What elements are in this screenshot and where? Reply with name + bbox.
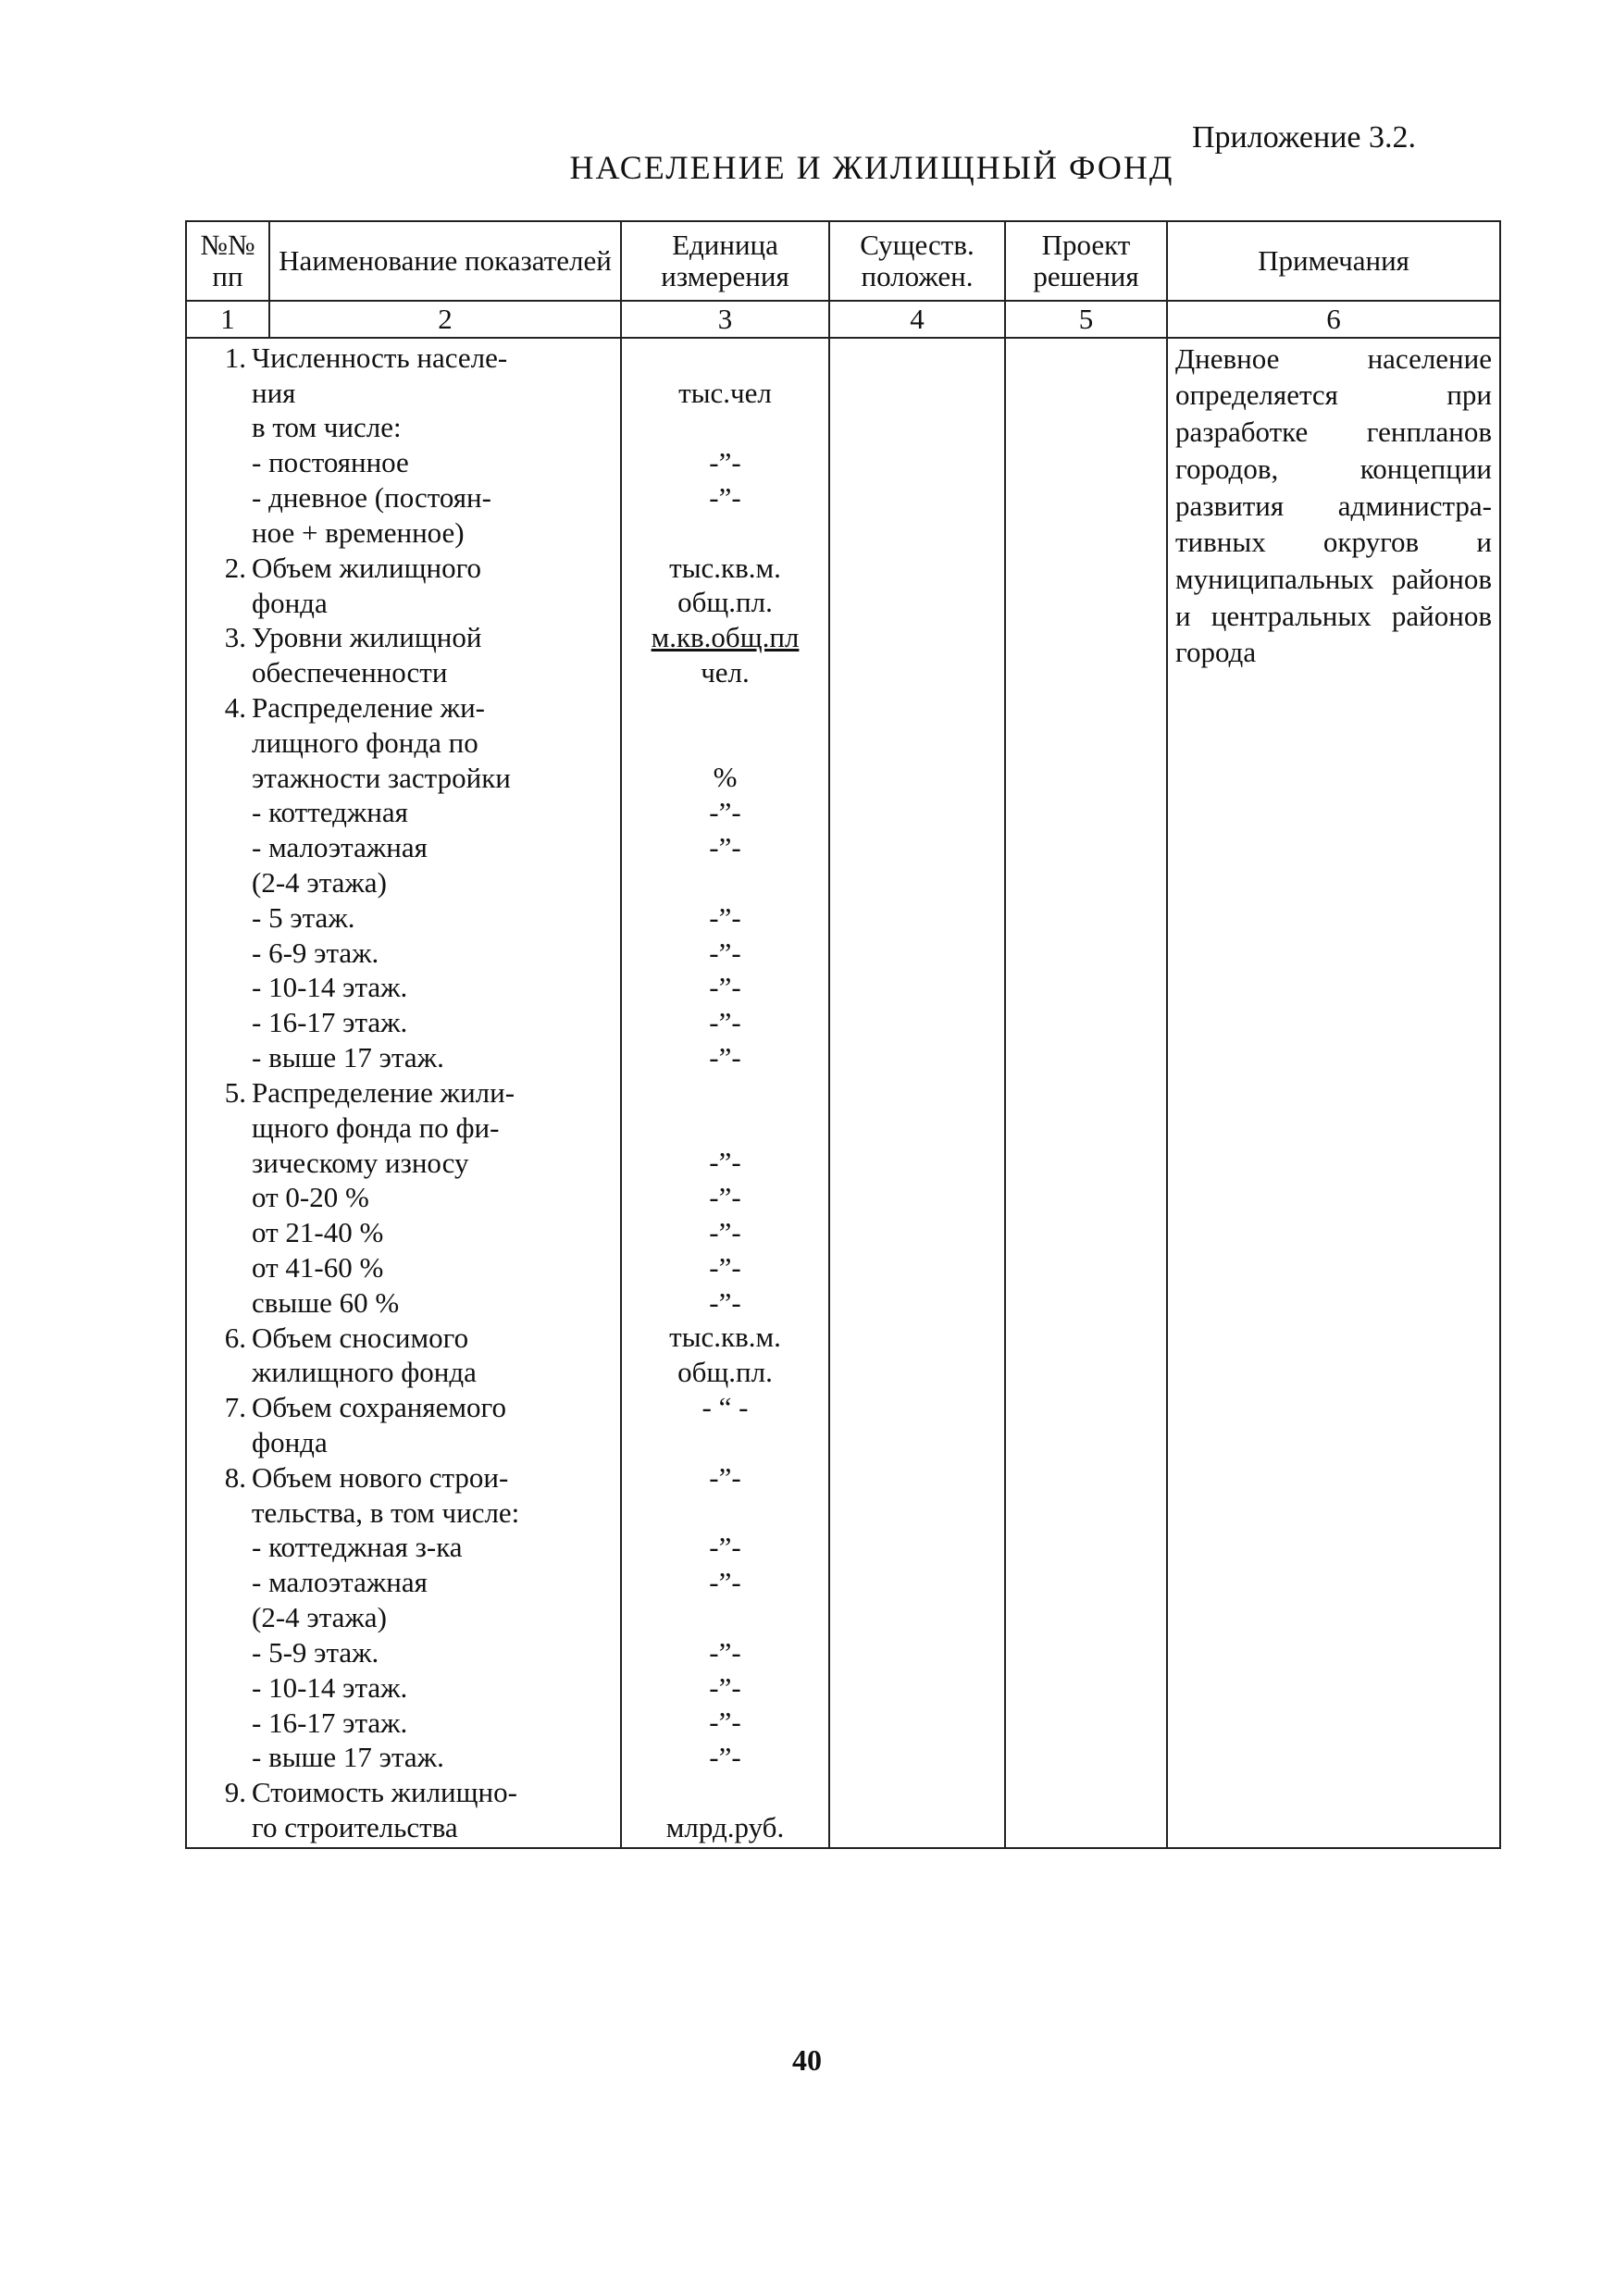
unit-value: -”- bbox=[709, 1285, 741, 1319]
unit-value bbox=[629, 1111, 821, 1146]
item-number: 1. bbox=[224, 341, 246, 374]
unit-value: -”- bbox=[709, 1146, 741, 1179]
item-line: фонда bbox=[252, 1426, 328, 1458]
unit-value: -”- bbox=[709, 1670, 741, 1704]
project-column bbox=[1005, 338, 1167, 1848]
item-number: 4. bbox=[224, 690, 246, 724]
indicator-item bbox=[194, 1775, 613, 1845]
item-line: Объем нового строи- bbox=[252, 1460, 509, 1494]
item-text bbox=[252, 690, 613, 1075]
item-line: - 5-9 этаж. bbox=[252, 1635, 379, 1669]
item-line: от 41-60 % bbox=[252, 1250, 384, 1284]
header-notes: Примечания bbox=[1167, 221, 1500, 301]
column-number: 2 bbox=[269, 301, 621, 338]
unit-value: м.кв.общ.пл bbox=[651, 621, 800, 654]
item-line: - дневное (постоян- bbox=[252, 481, 491, 515]
item-line: - малоэтажная bbox=[252, 1566, 428, 1599]
item-line: ния bbox=[252, 376, 296, 409]
item-text bbox=[252, 620, 613, 690]
title-text: НАСЕЛЕНИЕ И ЖИЛИЩНЫЙ ФОНД bbox=[569, 149, 1174, 186]
indicator-item bbox=[194, 1390, 613, 1460]
unit-value: -”- bbox=[709, 936, 741, 969]
item-line: (2-4 этажа) bbox=[252, 866, 387, 899]
unit-value bbox=[629, 410, 821, 445]
item-line: зическому износу bbox=[252, 1146, 469, 1179]
item-line: от 21-40 % bbox=[252, 1216, 384, 1249]
unit-value: -”- bbox=[709, 1006, 741, 1039]
unit-value: млрд.руб. bbox=[665, 1810, 785, 1843]
header-indicator: Наименование показателей bbox=[269, 221, 621, 301]
unit-value: - “ - bbox=[701, 1391, 749, 1424]
column-number-row bbox=[186, 301, 1500, 338]
unit-value bbox=[629, 341, 821, 376]
item-line: ное + временное) bbox=[252, 515, 465, 549]
item-line: - коттеджная bbox=[252, 796, 408, 829]
indicator-column bbox=[186, 338, 621, 1848]
item-line: обеспеченности bbox=[252, 656, 448, 689]
item-line: Уровни жилищной bbox=[252, 621, 482, 654]
item-number: 7. bbox=[224, 1391, 246, 1424]
item-text bbox=[252, 1075, 613, 1321]
item-line: в том числе: bbox=[252, 411, 402, 444]
item-line: - коттеджная з-ка bbox=[252, 1531, 463, 1564]
unit-value: общ.пл. bbox=[677, 586, 773, 619]
unit-value: -”- bbox=[709, 1216, 741, 1248]
unit-value bbox=[629, 690, 821, 726]
unit-value: -”- bbox=[709, 481, 741, 515]
item-line: - выше 17 этаж. bbox=[252, 1041, 444, 1074]
unit-column bbox=[621, 338, 829, 1848]
item-line: Объем жилищного bbox=[252, 551, 482, 584]
indicator-item bbox=[194, 551, 613, 621]
unit-value bbox=[629, 1425, 821, 1460]
item-line: Распределение жили- bbox=[252, 1075, 515, 1109]
item-line: от 0-20 % bbox=[252, 1181, 369, 1214]
unit-value: -”- bbox=[709, 1635, 741, 1669]
notes-cell: Дневное население определяется при разработке генпланов городов, концепции развития административных округов и муниципальных районов и центральных районов города bbox=[1167, 338, 1500, 1848]
item-text bbox=[252, 551, 613, 621]
unit-value: тыс.чел bbox=[678, 376, 772, 409]
item-line: - 10-14 этаж. bbox=[252, 1670, 408, 1704]
item-text bbox=[252, 341, 613, 551]
header-number: №№ пп bbox=[186, 221, 269, 301]
indicator-item bbox=[194, 341, 613, 551]
item-line: Стоимость жилищно- bbox=[252, 1776, 517, 1809]
item-line: Объем сохраняемого bbox=[252, 1391, 506, 1424]
item-number: 9. bbox=[224, 1776, 246, 1809]
indicator-item bbox=[194, 690, 613, 1075]
unit-value: -”- bbox=[709, 446, 741, 479]
item-line: этажности застройки bbox=[252, 761, 511, 794]
column-number: 6 bbox=[1167, 301, 1500, 338]
unit-value: -”- bbox=[709, 796, 741, 829]
page-title bbox=[0, 148, 1614, 187]
unit-value bbox=[629, 865, 821, 900]
unit-value: % bbox=[713, 761, 738, 794]
item-line: - 6-9 этаж. bbox=[252, 936, 379, 969]
table-body-row bbox=[186, 338, 1500, 1848]
unit-value: -”- bbox=[709, 831, 741, 864]
unit-value: -”- bbox=[709, 1250, 741, 1284]
unit-value: -”- bbox=[709, 1706, 741, 1739]
item-number: 2. bbox=[224, 551, 246, 584]
unit-value: -”- bbox=[709, 1566, 741, 1599]
unit-value: -”- bbox=[709, 1181, 741, 1214]
header-unit: Единица измерения bbox=[621, 221, 829, 301]
item-line: - постоянное bbox=[252, 446, 409, 479]
item-text bbox=[252, 1460, 613, 1775]
unit-value: -”- bbox=[709, 971, 741, 1004]
item-line: лищного фонда по bbox=[252, 726, 478, 759]
item-line: го строительства bbox=[252, 1810, 458, 1843]
header-project: Проект решения bbox=[1005, 221, 1167, 301]
unit-value: -”- bbox=[709, 1741, 741, 1774]
header-row bbox=[186, 221, 1500, 301]
unit-value: тыс.кв.м. bbox=[669, 1321, 781, 1354]
column-number: 4 bbox=[829, 301, 1005, 338]
item-number: 3. bbox=[224, 621, 246, 654]
item-line: свыше 60 % bbox=[252, 1285, 400, 1319]
indicator-item bbox=[194, 620, 613, 690]
unit-value: -”- bbox=[709, 900, 741, 934]
item-number: 6. bbox=[224, 1321, 246, 1354]
column-number: 1 bbox=[186, 301, 269, 338]
column-number: 3 bbox=[621, 301, 829, 338]
page-number: 40 bbox=[792, 2043, 822, 2077]
indicator-item bbox=[194, 1075, 613, 1321]
existing-column bbox=[829, 338, 1005, 1848]
item-line: жилищного фонда bbox=[252, 1356, 477, 1389]
unit-value bbox=[629, 1775, 821, 1810]
item-line: Объем сносимого bbox=[252, 1321, 469, 1354]
unit-value: тыс.кв.м. bbox=[669, 551, 781, 584]
item-text bbox=[252, 1390, 613, 1460]
item-line: - 10-14 этаж. bbox=[252, 971, 408, 1004]
item-line: фонда bbox=[252, 586, 328, 619]
indicator-item bbox=[194, 1321, 613, 1391]
indicator-item bbox=[194, 1460, 613, 1775]
item-line: тельства, в том числе: bbox=[252, 1496, 520, 1529]
unit-value: -”- bbox=[709, 1460, 741, 1494]
item-number: 8. bbox=[224, 1460, 246, 1494]
unit-value: чел. bbox=[701, 656, 750, 689]
item-line: - 16-17 этаж. bbox=[252, 1706, 408, 1739]
item-line: - 5 этаж. bbox=[252, 900, 355, 934]
housing-table bbox=[185, 220, 1501, 1849]
unit-value bbox=[629, 726, 821, 761]
item-number: 5. bbox=[224, 1075, 246, 1109]
item-text bbox=[252, 1321, 613, 1391]
header-existing: Существ. положен. bbox=[829, 221, 1005, 301]
item-line: - выше 17 этаж. bbox=[252, 1741, 444, 1774]
item-line: - 16-17 этаж. bbox=[252, 1006, 408, 1039]
unit-value bbox=[629, 1075, 821, 1111]
item-line: Численность населе- bbox=[252, 341, 508, 374]
unit-value: общ.пл. bbox=[677, 1356, 773, 1389]
item-line: (2-4 этажа) bbox=[252, 1601, 387, 1634]
item-line: щного фонда по фи- bbox=[252, 1111, 500, 1144]
item-text bbox=[252, 1775, 613, 1845]
unit-value bbox=[629, 515, 821, 551]
unit-value bbox=[629, 1495, 821, 1530]
unit-value: -”- bbox=[709, 1531, 741, 1564]
item-line: - малоэтажная bbox=[252, 831, 428, 864]
appendix-label: Приложение 3.2. bbox=[1192, 120, 1416, 155]
unit-value bbox=[629, 1600, 821, 1635]
item-line: Распределение жи- bbox=[252, 690, 485, 724]
column-number: 5 bbox=[1005, 301, 1167, 338]
unit-value: -”- bbox=[709, 1040, 741, 1074]
